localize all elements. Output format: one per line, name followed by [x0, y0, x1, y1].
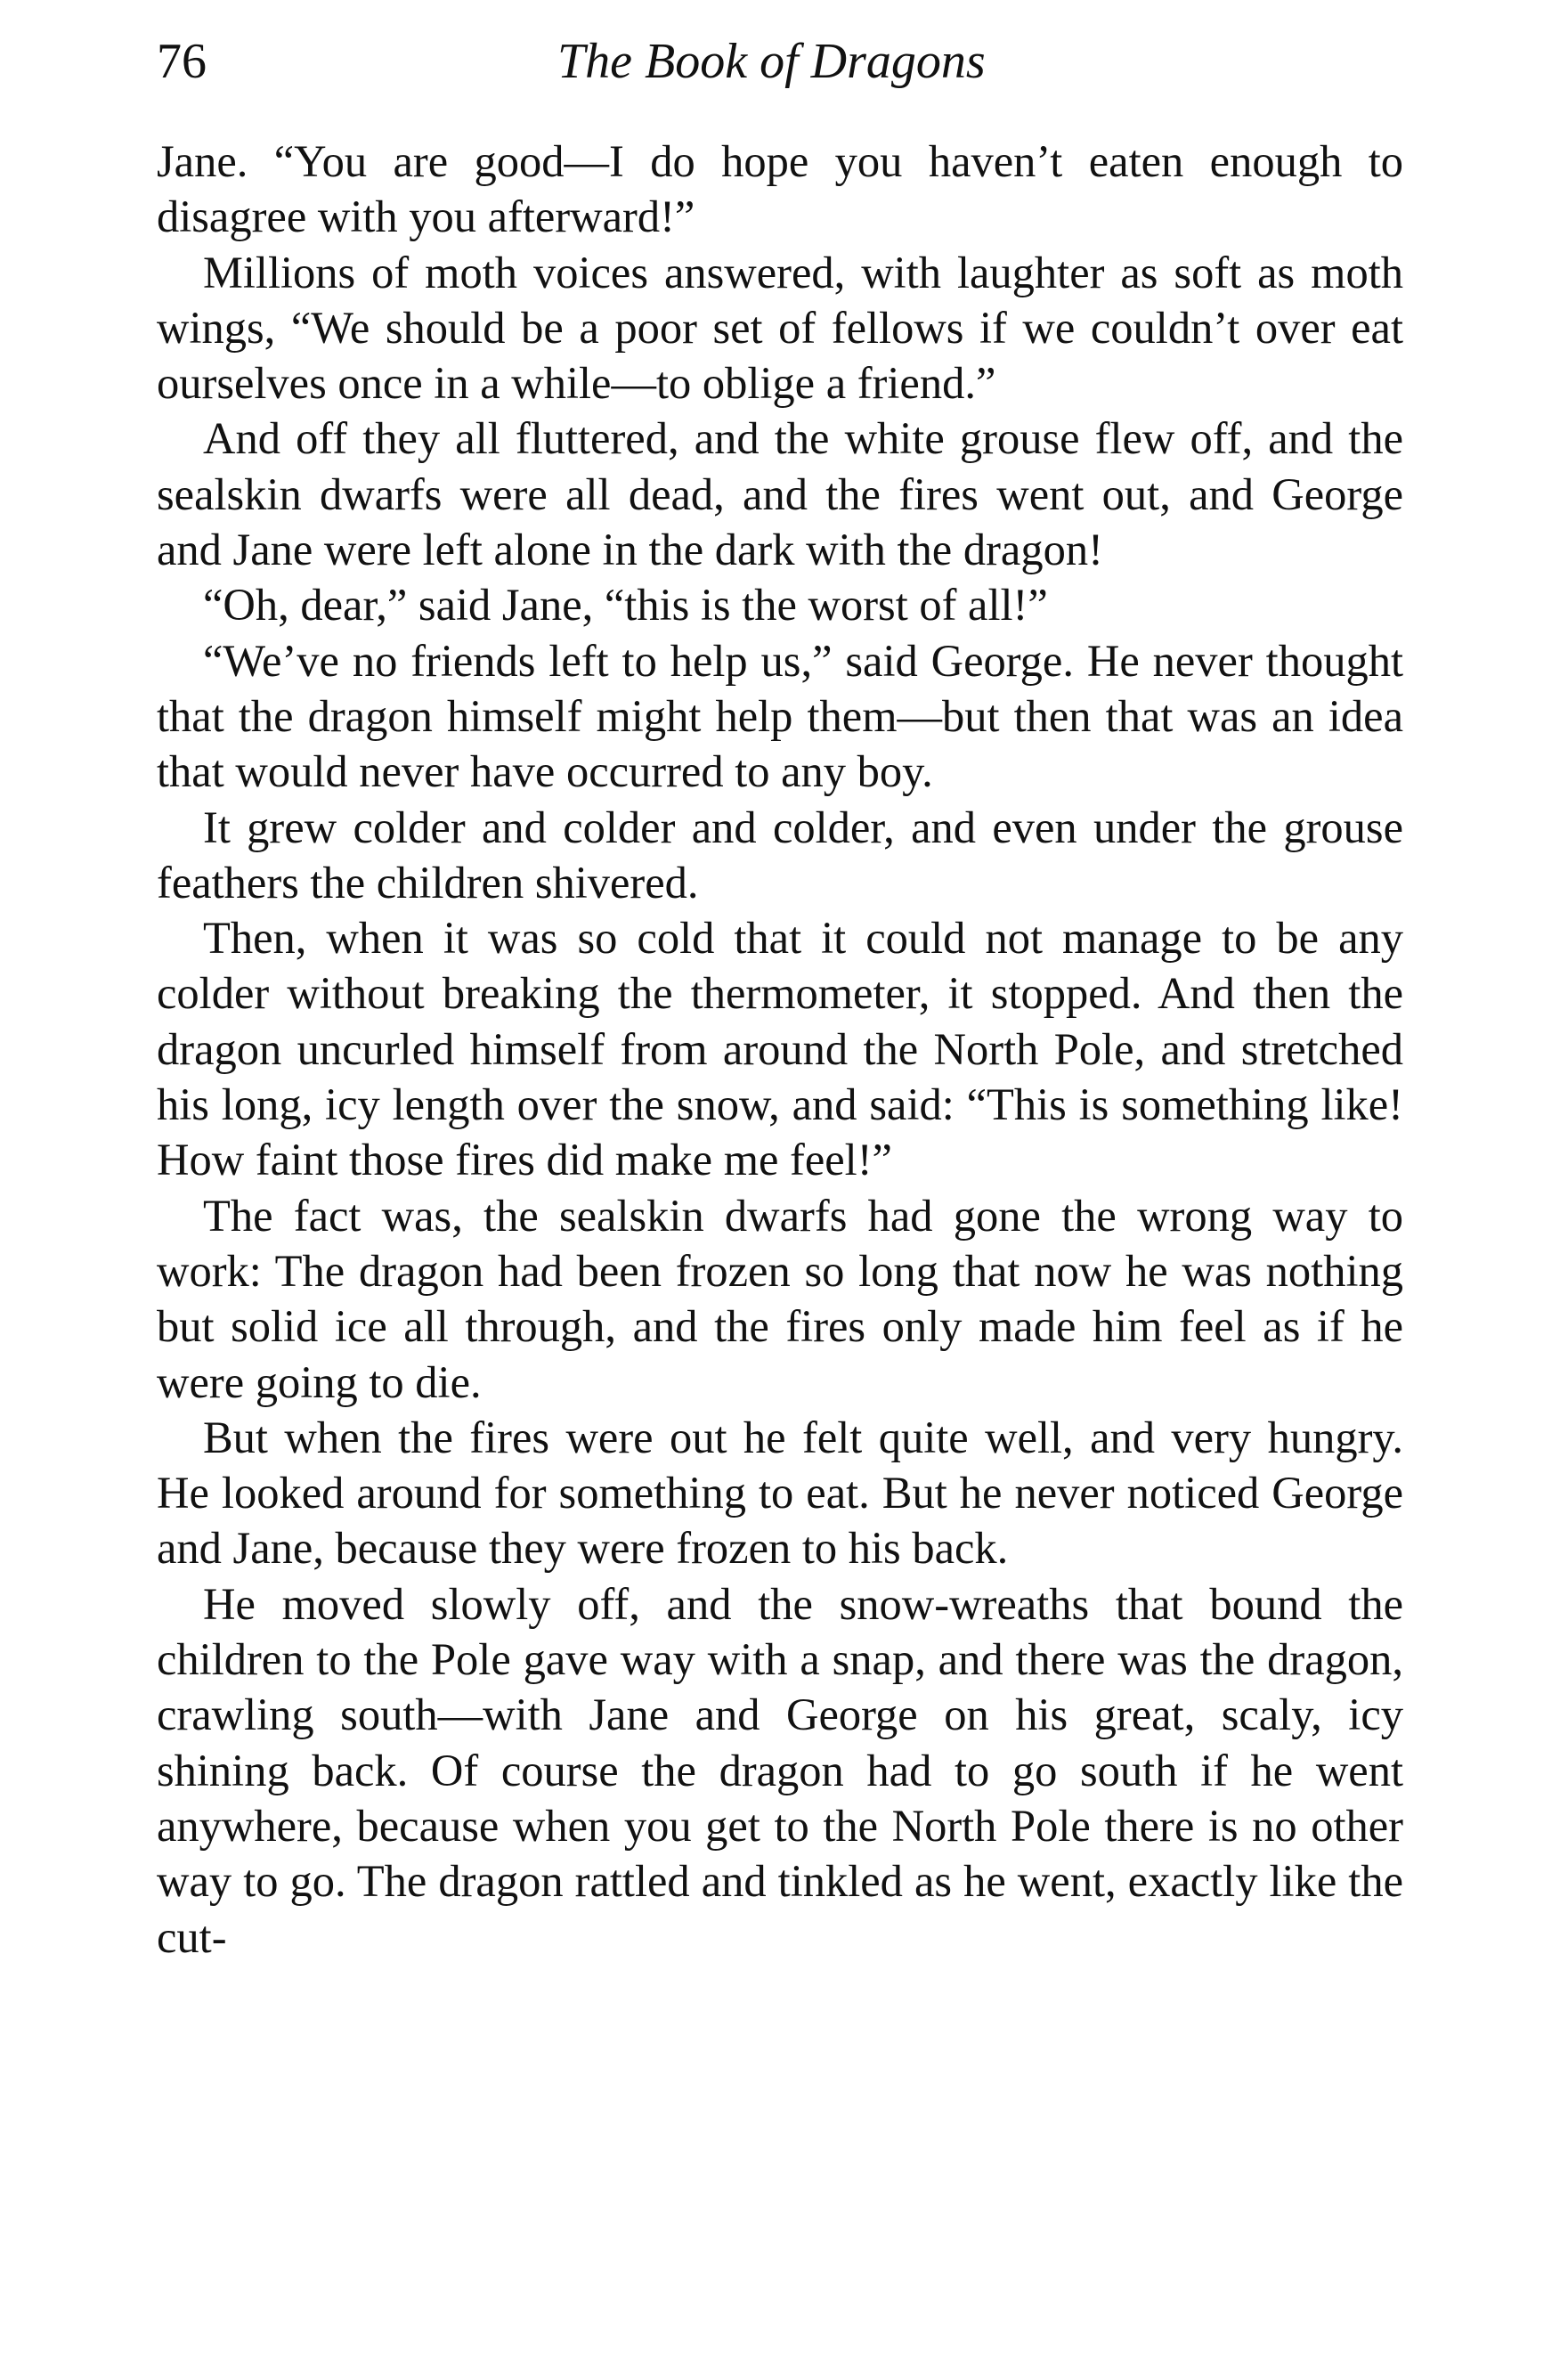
paragraph: Then, when it was so cold that it could not manage to be any colder without breaking the thermometer, it stopped. And then the dragon uncurled himself from around the North Pole, and stretched his long, icy length over the snow, and said: “This is something like! How faint those fires did make me feel!”: [157, 913, 1403, 1185]
paragraph: He moved slowly off, and the snow-wreaths that bound the children to the Pole gave way with a snap, and there was the dragon, crawling south—with Jane and George on his great, scaly, icy shining back. Of course the dragon had to go south if he went anywhere, because when you get to the North Pole there is no other way to go. The dragon rattled and tinkled as he went, exactly like the cut-: [157, 1578, 1403, 1962]
paragraph: Jane. “You are good—I do hope you haven’t eaten enough to disagree with you afterward!”: [157, 136, 1403, 242]
running-title: The Book of Dragons: [557, 34, 986, 89]
paragraph: But when the fires were out he felt quite well, and very hungry. He looked around for something to eat. But he never noticed George and Jane, because they were frozen to his back.: [157, 1412, 1403, 1574]
page-number: 76: [157, 34, 207, 89]
paragraph: It grew colder and colder and colder, and even under the grouse feathers the children shivered.: [157, 802, 1403, 908]
paragraph: And off they all fluttered, and the white grouse flew off, and the sealskin dwarfs were all dead, and the fires went out, and George and Jane were left alone in the dark with the dragon!: [157, 413, 1403, 575]
book-page: [157, 0, 1403, 2361]
paragraph: “Oh, dear,” said Jane, “this is the worst of all!”: [203, 580, 1048, 631]
page-header: [157, 30, 1403, 93]
paragraph: The fact was, the sealskin dwarfs had gone the wrong way to work: The dragon had been frozen so long that now he was nothing but solid ice all through, and the fires only made him feel as if he were going to die.: [157, 1190, 1403, 1407]
paragraph: “We’ve no friends left to help us,” said George. He never thought that the dragon himself might help them—but then that was an idea that would never have occurred to any boy.: [157, 635, 1403, 797]
paragraph: Millions of moth voices answered, with laughter as soft as moth wings, “We should be a poor set of fellows if we couldn’t over eat ourselves once in a while—to oblige a friend.”: [157, 247, 1403, 409]
body-text: [157, 134, 1403, 1965]
